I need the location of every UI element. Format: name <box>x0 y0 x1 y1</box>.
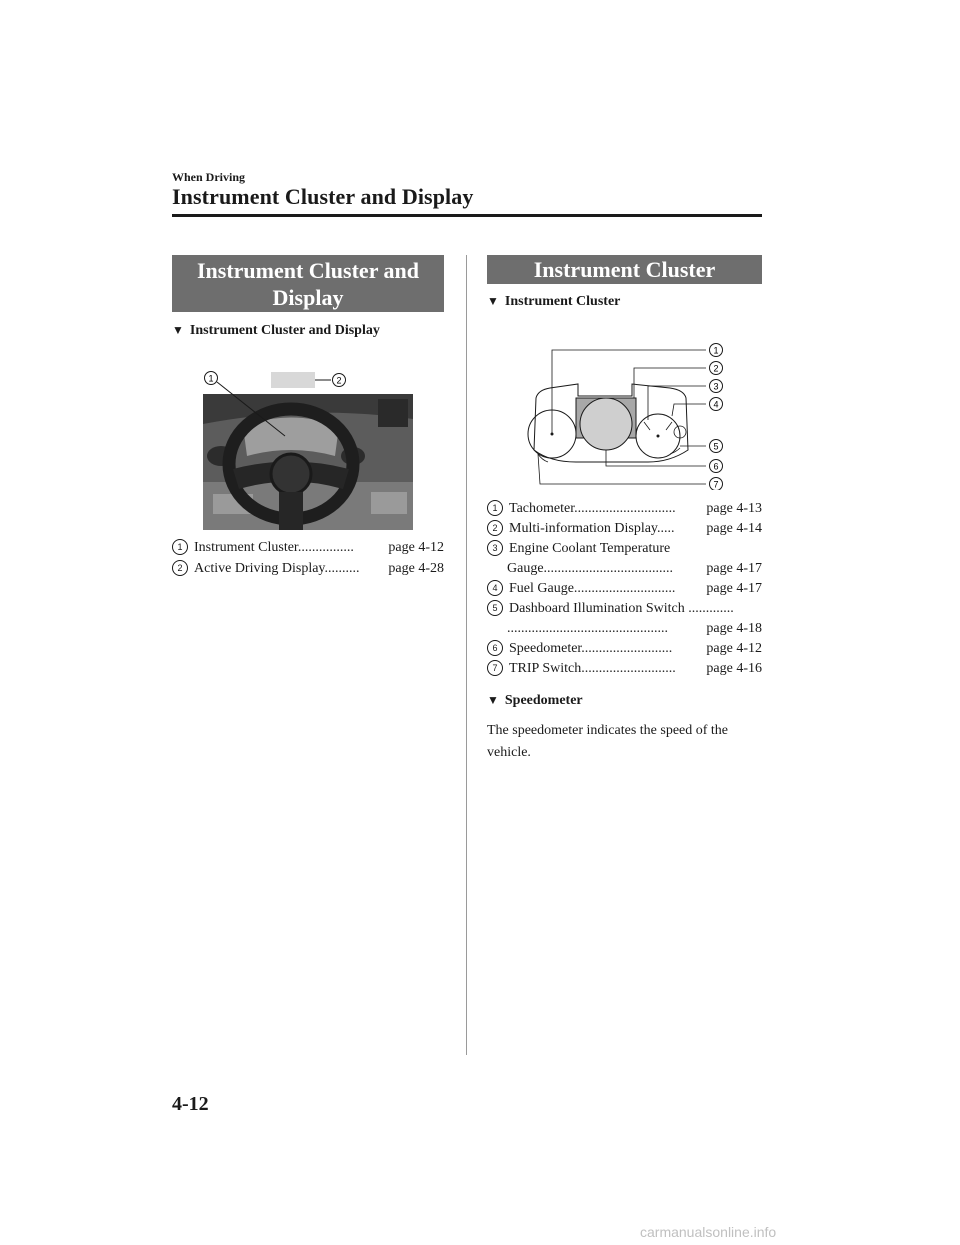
item-number: 1 <box>172 539 188 555</box>
callout-2 <box>333 374 346 387</box>
callout-2 <box>710 362 723 375</box>
item-number: 5 <box>487 600 503 616</box>
item-number: 1 <box>487 500 503 516</box>
title-rule <box>172 214 762 217</box>
svg-text:6: 6 <box>713 461 719 472</box>
triangle-down-icon: ▼ <box>487 693 499 707</box>
list-item: 1 Tachometer............................. page 4-13 <box>487 499 762 519</box>
svg-text:5: 5 <box>713 441 719 452</box>
svg-text:7: 7 <box>713 479 719 490</box>
speedometer <box>580 398 632 450</box>
triangle-down-icon: ▼ <box>487 294 499 308</box>
list-item: 7 TRIP Switch........................... page 4-16 <box>487 659 762 679</box>
callout-1 <box>205 372 218 385</box>
left-subheading-text: Instrument Cluster and Display <box>189 323 380 338</box>
list-item: 5 Dashboard Illumination Switch ............. <box>487 599 762 619</box>
left-subheading <box>172 323 380 339</box>
instrument-cluster-diagram <box>520 338 730 490</box>
right-banner-text: Instrument Cluster <box>533 257 716 282</box>
list-item: 3 Engine Coolant Temperature <box>487 539 762 559</box>
svg-text:1: 1 <box>713 345 719 356</box>
callout-3 <box>710 380 723 393</box>
svg-text:2: 2 <box>336 375 342 386</box>
right-item-list <box>487 499 762 679</box>
item-number: 2 <box>487 520 503 536</box>
page-title: Instrument Cluster and Display <box>172 184 474 209</box>
list-item: 4 Fuel Gauge............................. page 4-17 <box>487 579 762 599</box>
list-item: 1 Instrument Cluster................ page 4-12 <box>172 538 444 558</box>
steering-wheel-figure <box>203 364 413 530</box>
center-display <box>378 399 408 427</box>
svg-text:3: 3 <box>713 381 719 392</box>
right-banner <box>487 255 762 284</box>
list-item: 6 Speedometer.......................... page 4-12 <box>487 639 762 659</box>
speedometer-subheading-text: Speedometer <box>504 693 583 708</box>
right-subheading-text: Instrument Cluster <box>504 294 621 309</box>
svg-text:1: 1 <box>208 373 214 384</box>
left-banner <box>172 255 444 312</box>
list-item: 2 Active Driving Display.......... page 4-28 <box>172 559 444 579</box>
callout-1 <box>710 344 723 357</box>
item-number: 7 <box>487 660 503 676</box>
callout-7 <box>710 478 723 491</box>
callout-4 <box>710 398 723 411</box>
active-driving-display-box <box>271 372 315 388</box>
svg-text:4: 4 <box>713 399 719 410</box>
item-number: 2 <box>172 560 188 576</box>
speedometer-subheading <box>487 693 583 709</box>
left-banner-line1: Instrument Cluster and <box>196 257 420 283</box>
list-item-continuation: .............................................. page 4-18 <box>507 621 762 636</box>
item-number: 6 <box>487 640 503 656</box>
section-label: When Driving <box>172 170 246 184</box>
column-divider <box>466 255 467 1055</box>
callout-6 <box>710 460 723 473</box>
callout-5 <box>710 440 723 453</box>
svg-text:2: 2 <box>713 363 719 374</box>
left-banner-line2: Display <box>272 284 344 310</box>
item-number: 4 <box>487 580 503 596</box>
watermark: carmanualsonline.info <box>640 1224 777 1240</box>
speedometer-paragraph: The speedometer indicates the speed of the vehicle. <box>487 723 729 760</box>
list-item-continuation: Gauge..................................... page 4-17 <box>507 561 762 576</box>
item-number: 3 <box>487 540 503 556</box>
right-subheading <box>487 294 620 310</box>
list-item: 2 Multi-information Display..... page 4-14 <box>487 519 762 539</box>
triangle-down-icon: ▼ <box>172 323 184 337</box>
page-number: 4-12 <box>172 1093 209 1115</box>
